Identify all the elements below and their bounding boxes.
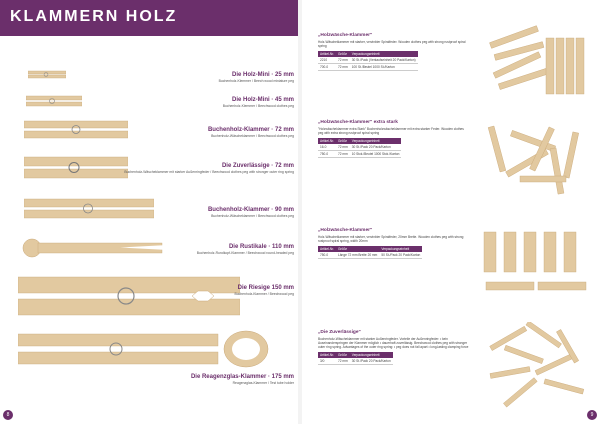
product-desc: Buchenholz-Wäscheklammer / Beechwood clothes peg [211, 214, 294, 218]
section-desc: Holz-Wäscheklammer mit starker, verzinkter Spiralfeder, 20mm Breite. Wooden clothes peg with strong rustproof spiral spring, width 20mm [318, 235, 464, 243]
page-number-right: 9 [587, 410, 597, 420]
table-header: Artikel-Nr. [320, 247, 334, 251]
table-cell: 750-0 [318, 252, 336, 259]
product-label [234, 285, 294, 296]
product-photo [484, 118, 590, 198]
product-name: Die Zuverlässige · 72 mm [221, 163, 294, 169]
peg-image-mini-45 [26, 95, 82, 108]
product-photo [484, 24, 590, 104]
product-desc: Buchenholz-Klemmer / Beechwood clothes peg [222, 104, 294, 108]
product-label [114, 97, 294, 108]
section-desc: Holz-Wäscheklammer mit starker, verzinkter Spiralfeder. Wooden clothes peg with strong rustproof spiral spring [318, 40, 466, 48]
page-title: KLAMMERN HOLZ [10, 8, 178, 25]
table-cell: 72 mm [338, 145, 348, 149]
section-title: „Holzwäsche-Klammer" [318, 228, 373, 233]
table-header: Artikel-Nr. [320, 139, 334, 143]
table-cell: 750-0 [318, 151, 336, 158]
table-cell: 72 mm [338, 152, 348, 156]
table-cell: 72 mm [338, 65, 348, 69]
table-row [318, 64, 418, 71]
table-header: Größe [336, 51, 350, 57]
peg-image-72 [24, 120, 128, 140]
product-desc: Reagenzglas-Klammer / Test tube holder [232, 381, 294, 385]
table-header: Artikel-Nr. [320, 52, 334, 56]
product-section [318, 120, 470, 158]
page-header [0, 0, 300, 36]
table-header: Artikel-Nr. [320, 353, 334, 357]
page-gutter [298, 0, 302, 424]
product-desc: Buchenholz-Klammer / Beechwood peg [234, 292, 294, 296]
section-title: „Die Zuverlässige" [318, 330, 361, 335]
product-label [114, 207, 294, 218]
spec-table [318, 246, 422, 259]
product-label [114, 127, 294, 138]
section-desc: "Holzwäscheklammer extra Stark" Buchenholzwäscheklammer mit extra starker Feder. Wooden clothes peg with extra strong rustproof spiral spring [318, 127, 464, 135]
page-number-left: 8 [3, 410, 13, 420]
table-row [318, 252, 422, 259]
product-name: Die Rustikale · 110 mm [228, 244, 294, 250]
table-cell: 30 St./Pack 20 Pack/Karton [350, 144, 402, 151]
table-header: Größe [336, 352, 350, 358]
product-section [318, 330, 470, 365]
table-header: Verpackungseinheit [379, 246, 422, 252]
table-header: Verpackungseinheit [350, 352, 393, 358]
table-cell: 16-0 [318, 144, 336, 151]
table-row [318, 358, 393, 365]
table-cell: 10 Stck./Beutel 1000 Stck./Karton [351, 152, 400, 156]
table-cell: Länge 72 mm Breite 20 mm [338, 253, 378, 257]
section-title: „Holzwäsche-Klammer" [318, 33, 373, 38]
table-cell: 30 St./Pack 20 Pack/Karton [351, 359, 391, 363]
product-label [114, 72, 294, 83]
section-desc: Buchenholz-Wäscheklammer mit starker Außenringfeder. Vorteile der Außenringfeder: • kein Auseinanderspringen der Klammer möglich • dauerhaft zuverlässig. Beechwood clothes peg with stronger outer ring spring. Advantages of the outer ring spring: • peg does not fall apart • long-lasting clamping force [318, 337, 469, 349]
table-header: Verpackungseinheit [350, 138, 402, 144]
table-cell: 50 St./Pack 20 Pack/Karton [381, 253, 421, 257]
table-cell: 100 St./Beutel 1000 St./Karton [350, 64, 418, 71]
table-cell: 72 mm [338, 359, 348, 363]
product-section [318, 33, 470, 71]
product-name: Die Holz-Mini · 45 mm [231, 97, 294, 103]
product-name: Buchenholz-Klammer · 72 mm [207, 127, 294, 133]
table-cell: 700-0 [318, 64, 336, 71]
product-photo [480, 226, 590, 306]
table-header: Größe [336, 246, 379, 252]
product-name: Buchenholz-Klammer · 90 mm [207, 207, 294, 213]
spec-table [318, 51, 418, 71]
peg-image-mini-25 [28, 70, 66, 80]
product-name: Die Riesige 150 mm [237, 285, 294, 291]
spec-table [318, 352, 393, 365]
table-header: Größe [336, 138, 350, 144]
product-name: Die Reagenzglas-Klammer · 175 mm [190, 374, 294, 380]
section-title: „Holzwäsche-Klammer" extra stark [318, 120, 398, 125]
product-label [114, 374, 294, 385]
product-desc: Buchenholz-Wäscheklammer mit starker Außenringfeder / Beechwood clothes peg with stronger outer ring spring [124, 170, 294, 174]
product-name: Die Holz-Mini · 25 mm [231, 72, 294, 78]
peg-image-zuverlaessige [24, 155, 128, 181]
product-desc: Buchenholz-Klemmer / Beech wood miniature peg [218, 79, 294, 83]
peg-image-reagenzglas [18, 330, 270, 374]
table-cell: 2210 [318, 57, 336, 64]
product-label [114, 163, 294, 174]
table-row [318, 151, 401, 158]
table-cell: 30 St./Pack (Verkaufseinheit 20 Pack/Karton) [351, 58, 416, 62]
product-photo [484, 322, 590, 408]
table-cell: 72 mm [338, 58, 348, 62]
product-section [318, 228, 470, 259]
product-desc: Buchenholz-Rundkopf-Klammer / Beechwood round-headed peg [196, 251, 294, 255]
table-cell: 3/0 [318, 358, 336, 365]
product-label [144, 244, 294, 255]
table-header: Verpackungseinheit [350, 51, 418, 57]
peg-image-riesige [18, 275, 240, 319]
spec-table [318, 138, 401, 158]
product-desc: Buchenholz-Wäscheklammer / Beechwood clothes peg [211, 134, 294, 138]
